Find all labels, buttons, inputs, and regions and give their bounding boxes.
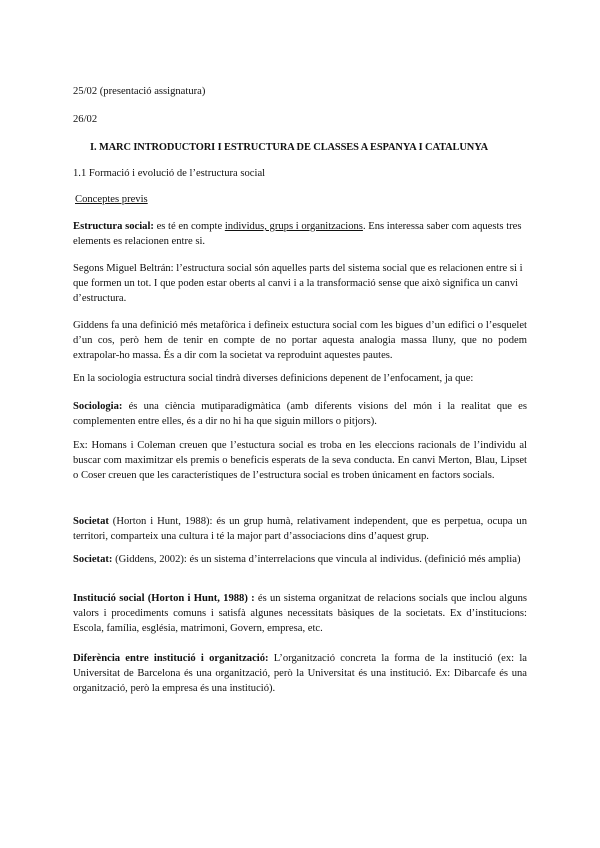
paragraph-institucio-social (73, 591, 527, 636)
paragraph-estructura-social (73, 219, 527, 249)
chapter-title: I. MARC INTRODUCTORI I ESTRUCTURA DE CLASSES A ESPANYA I CATALUNYA (90, 142, 489, 153)
paragraph-example-homans: Ex: Homans i Coleman creuen que l’estuctura social es troba en les eleccions racionals de l’individu al buscar com maximitzar els premis o beneficis esperats de la seva conducta. En canvi Merton, Blau, Lipset o Coser creuen que les característiques de l’estructura social es troben únicament en factors socials. (73, 440, 527, 481)
paragraph-beltran: Segons Miguel Beltrán: l’estructura social són aquelles parts del sistema social que es relacionen entre si i que formen un tot. I que poden estar oberts al canvi i a la transformació sense que això significa un canvi d’estructura. (73, 263, 523, 304)
p1-post: . Ens interessa saber com aquests tres elements es relacionen entre si. (73, 221, 522, 247)
paragraph-giddens: Giddens fa una definició més metafòrica i defineix estuctura social com les bigues d’un edifici o l’esquelet d’un cos, però hem de tenir en compte de no portar aquesta analogia massa lluny, que no podem extrapolar-ho massa. És a dir com la societat va reproduint aquestes pautes. (73, 320, 527, 361)
p7-text: (Horton i Hunt, 1988): és un grup humà, relativament independent, que es perpetua, ocupa un territori, comparteix una cultura i té la major part d’associacions dins d’aquest grup. (73, 516, 527, 542)
paragraph-societat-horton (73, 514, 527, 544)
term-institucio-social: Institució social (Horton i Hunt, 1988) : (73, 593, 255, 604)
paragraph-enfocament: En la sociologia estructura social tindrà diverses definicions depenent de l’enfocament, ja que: (73, 373, 474, 384)
date-line-2: 26/02 (73, 114, 98, 125)
paragraph-sociologia (73, 399, 527, 429)
section-heading: 1.1 Formació i evolució de l’estructura social (73, 168, 266, 179)
p10-text: L’organització concreta la forma de la institució (ex: la Universitat de Barcelona és una organització, però la Universitat és una institució. Ex: Dibarcafe és una organització, però la empresa és una institució). (73, 653, 527, 694)
p5-text: és una ciència mutiparadigmàtica (amb diferents visions del món i la realitat que es complementen entre elles, és a dir no hi ha que siguin millors o pitjors). (73, 401, 527, 427)
term-societat-2: Societat: (73, 554, 113, 565)
term-estructura-social: Estructura social: (73, 221, 154, 232)
paragraph-diferencia (73, 651, 527, 696)
term-sociologia: Sociologia: (73, 401, 123, 412)
paragraph-societat-giddens (73, 552, 527, 567)
subheading: Conceptes previs (75, 194, 148, 205)
p1-underlined: individus, grups i organitzacions (224, 221, 363, 232)
p8-text: (Giddens, 2002): és un sistema d’interrelacions que vincula al individus. (definició més amplia) (112, 554, 521, 565)
p1-pre: es té en compte (153, 221, 225, 232)
date-line-1: 25/02 (presentació assignatura) (73, 86, 206, 97)
term-diferencia: Diferència entre institució i organització: (73, 653, 269, 664)
term-societat: Societat (73, 516, 109, 527)
p9-text: és un sistema organitzat de relacions socials que inclou alguns valors i procediments comuns i satisfà algunes necessitats bàsiques de la societats. Ex d’institucions: Escola, família, església, matrimoni, Govern, empresa, etc. (73, 593, 527, 634)
subheading-wrap (75, 192, 529, 207)
